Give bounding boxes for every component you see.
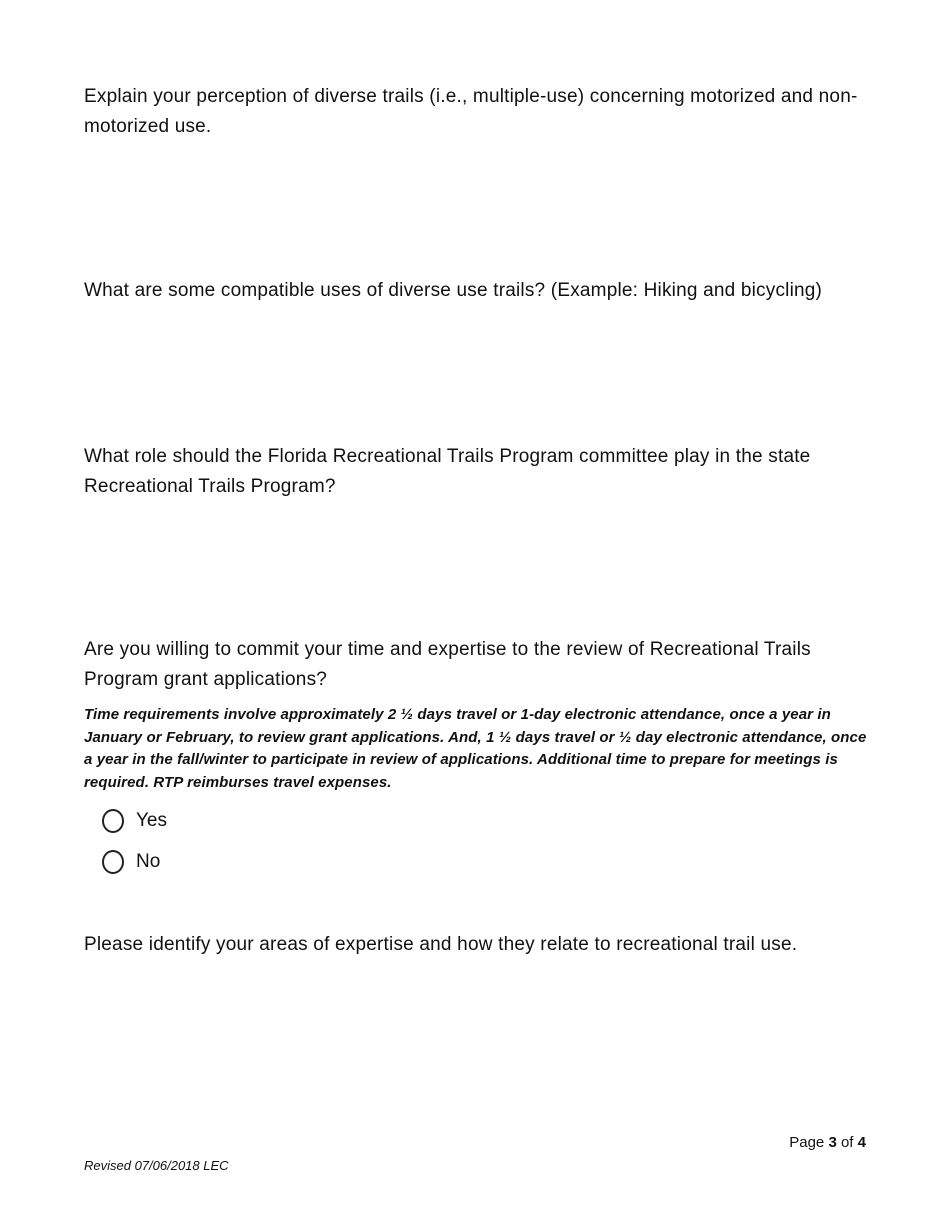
- question-committee-role: What role should the Florida Recreational Trails Program committee play in the state Recreational Trails Program?: [84, 446, 811, 497]
- page-current: 3: [828, 1134, 837, 1151]
- page-prefix: Page: [789, 1134, 825, 1151]
- radio-circle-icon[interactable]: [102, 809, 124, 833]
- question-commit-time: Are you willing to commit your time and expertise to the review of Recreational Trails Program grant applications?: [84, 639, 811, 690]
- option-label: Yes: [136, 810, 167, 831]
- radio-circle-icon[interactable]: [102, 850, 124, 874]
- radio-option-no[interactable]: [102, 850, 160, 874]
- question-areas-of-expertise: Please identify your areas of expertise and how they relate to recreational trail use.: [84, 934, 798, 955]
- page-of: of: [840, 1134, 854, 1151]
- radio-option-yes[interactable]: [102, 809, 167, 833]
- page-number: [789, 1134, 866, 1151]
- option-label: No: [136, 851, 161, 872]
- revision-note: Revised 07/06/2018 LEC: [84, 1158, 229, 1173]
- time-requirements-note: Time requirements involve approximately 2 ½ days travel or 1-day electronic attendance, once a year in January or February, to review grant applications. And, 1 ½ days travel or ½ day electronic attendance, once a year in the fall/winter to participate in review of applications. Additional time to prepare for meetings is required. RTP reimburses travel expenses.: [84, 706, 867, 791]
- question-multiple-use-perception: Explain your perception of diverse trails (i.e., multiple-use) concerning motorized and non-motorized use.: [84, 86, 858, 137]
- question-compatible-uses: What are some compatible uses of diverse use trails? (Example: Hiking and bicycling): [84, 280, 823, 301]
- page-total: 4: [857, 1134, 866, 1151]
